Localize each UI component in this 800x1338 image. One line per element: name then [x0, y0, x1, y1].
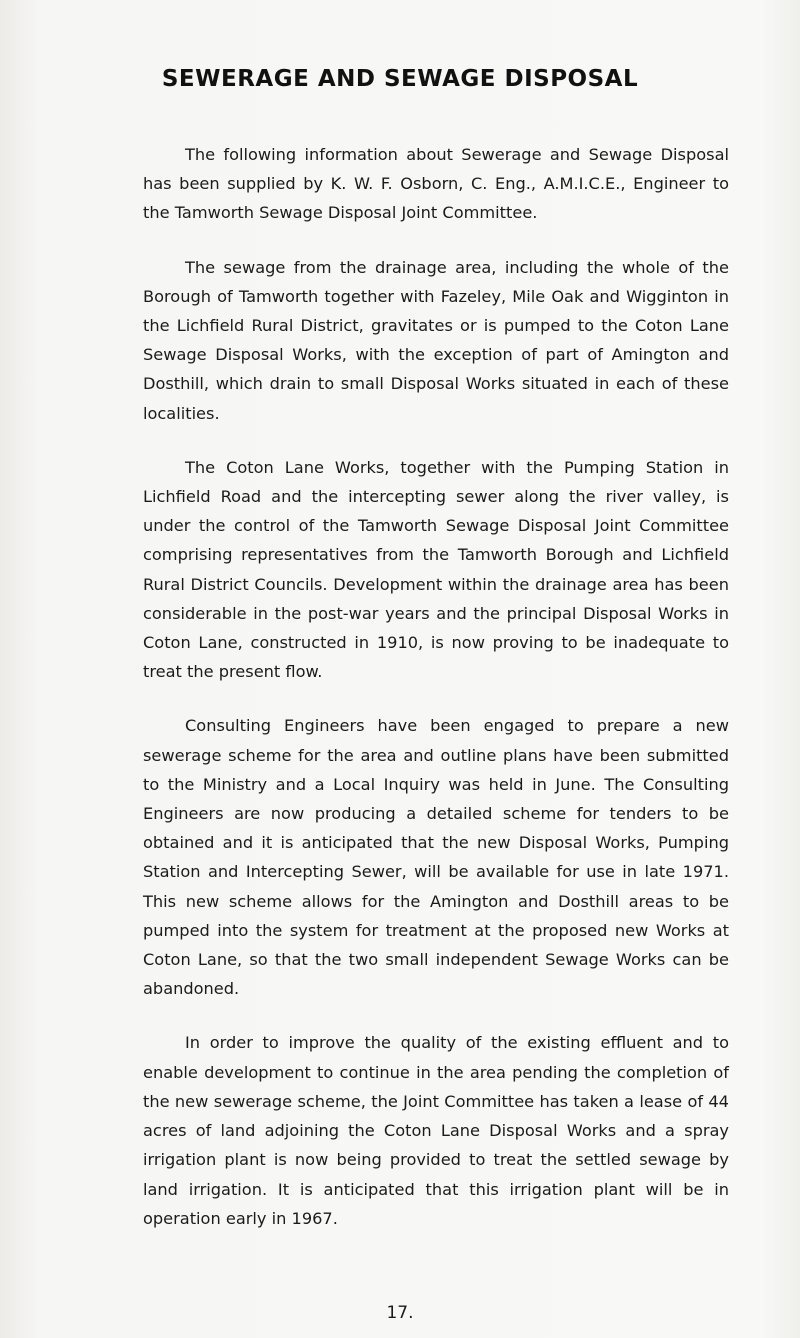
paragraph-5: In order to improve the quality of the existing effluent and to enable development to continue in the area pending the completion of the new sewerage scheme, the Joint Committee has taken a lease of 44 acres of land adjoining the Coton Lane Disposal Works and a spray irrigation plant is now being provided to treat the settled sewage by land irrigation. It is anticipated that this irrigation plant will be in operation early in 1967. — [143, 1033, 729, 1228]
paragraph-2: The sewage from the drainage area, including the whole of the Borough of Tamworth together with Fazeley, Mile Oak and Wigginton in the Lichfield Rural District, gravitates or is pumped to the Coton Lane Sewage Disposal Works, with the exception of part of Amington and Dosthill, which drain to small Disposal Works situated in each of these localities. — [143, 257, 729, 423]
page-title: SEWERAGE AND SEWAGE DISPOSAL — [161, 66, 639, 92]
paragraph-3: The Coton Lane Works, together with the Pumping Station in Lichfield Road and the intercepting sewer along the river valley, is under the control of the Tamworth Sewage Disposal Joint Committee comprising representatives from the Tamworth Borough and Lichfield Rural District Councils. Development within the drainage area has been considerable in the post-war years and the principal Disposal Works in Coton Lane, constructed in 1910, is now proving to be inadequate to treat the present flow. — [143, 457, 729, 682]
paragraph-4: Consulting Engineers have been engaged to prepare a new sewerage scheme for the area and outline plans have been submitted to the Ministry and a Local Inquiry was held in June. The Consulting Engineers are now producing a detailed scheme for tenders to be obtained and it is anticipated that the new Disposal Works, Pumping Station and Intercepting Sewer, will be available for use in late 1971. This new scheme allows for the Amington and Dosthill areas to be pumped into the system for treatment at the proposed new Works at Coton Lane, so that the two small independent Sewage Works can be abandoned. — [143, 716, 729, 999]
page-number: 17. — [386, 1303, 414, 1323]
paragraph-1: The following information about Sewerage and Sewage Disposal has been supplied by K. W. F. Osborn, C. Eng., A.M.I.C.E., Engineer to the Tamworth Sewage Disposal Joint Committee. — [143, 145, 729, 223]
document-body — [143, 140, 729, 1258]
